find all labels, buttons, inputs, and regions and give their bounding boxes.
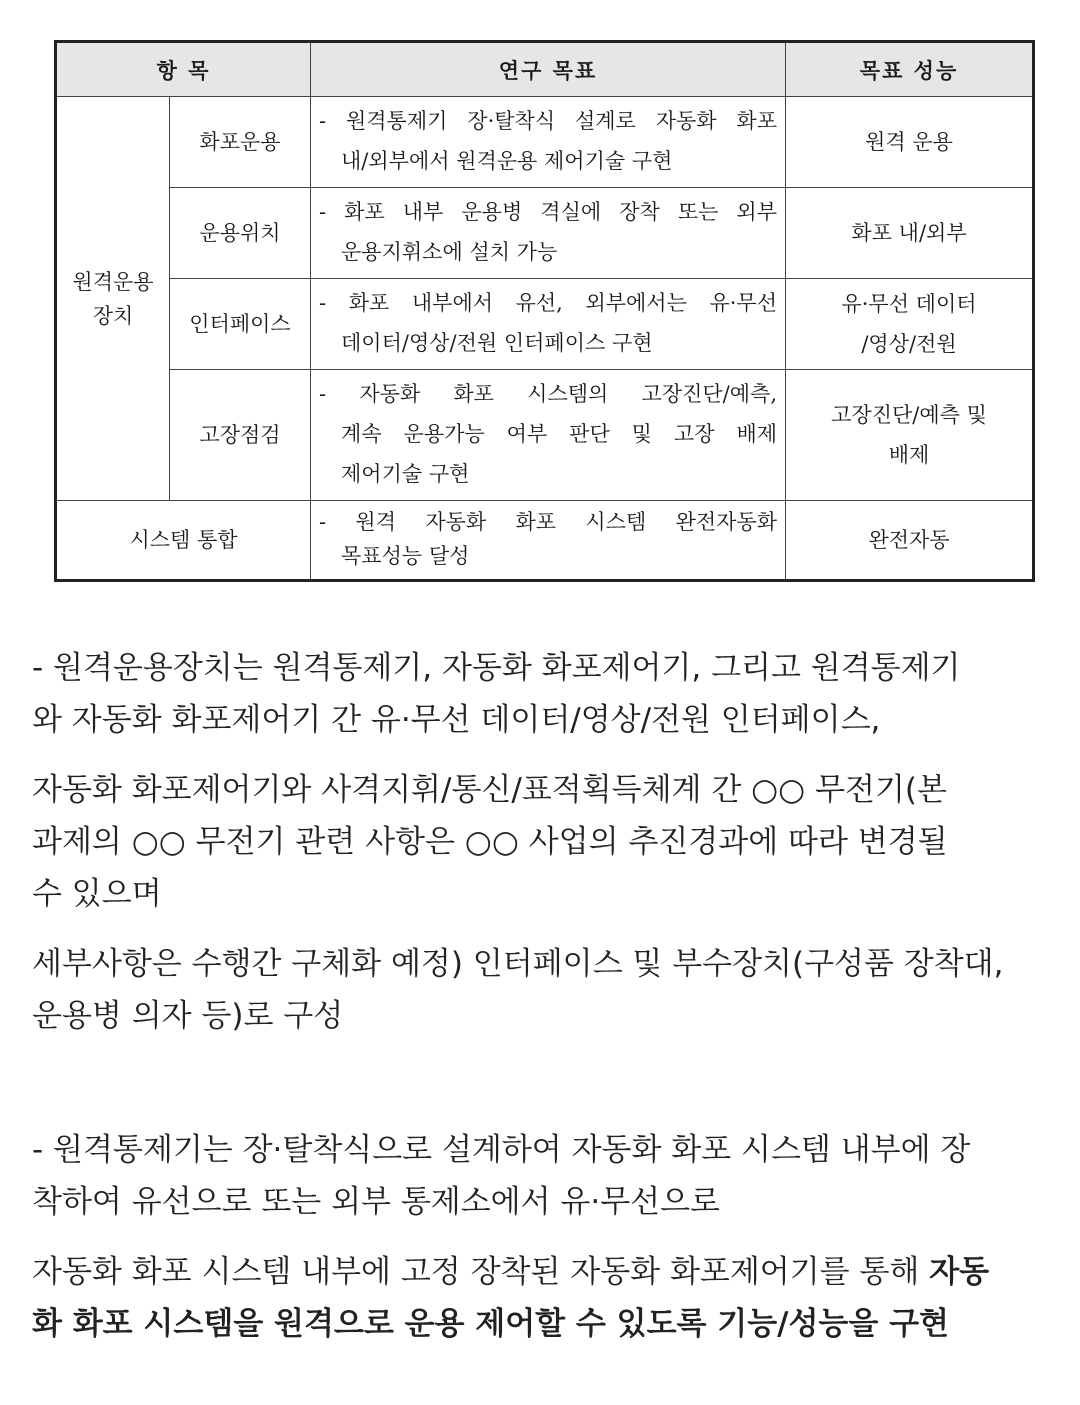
- group-label-line: 장치: [92, 303, 134, 328]
- paragraph-line-bold: 화 화포 시스템을 원격으로 운용 제어할 수 있도록 기능/성능을 구현: [32, 1306, 949, 1342]
- paragraph-line: 세부사항은 수행간 구체화 예정) 인터페이스 및 부수장치(구성품 장착대,: [32, 946, 1004, 982]
- header-goal: 연구 목표: [311, 42, 786, 97]
- group-label-line: 원격운용: [72, 269, 154, 294]
- spec-table-container: [54, 40, 1032, 582]
- paragraph-line: 자동화 화포제어기와 사격지휘/통신/표적획득체계 간 ○○ 무전기(본: [32, 772, 947, 808]
- paragraph-line: 운용병 의자 등)로 구성: [32, 998, 344, 1034]
- perf-cell: [786, 188, 1034, 279]
- paragraph-line: [32, 1246, 1052, 1298]
- group-remote-operation-device: [56, 97, 170, 501]
- paragraph-3: [32, 938, 1052, 1042]
- table-row: [56, 188, 1034, 279]
- paragraph-line: 수 있으며: [32, 876, 162, 912]
- goal-line: 목표성능 달성: [341, 544, 470, 568]
- goal-line: - 원격통제기 장·탈착식 설계로 자동화 화포: [319, 109, 778, 133]
- item-cell-system-integration: 시스템 통합: [56, 501, 311, 581]
- goal-cell: [311, 279, 786, 370]
- header-performance: 목표 성능: [786, 42, 1034, 97]
- table-row: [56, 501, 1034, 581]
- goal-line: - 화포 내부에서 유선, 외부에서는 유·무선: [319, 291, 778, 315]
- goal-cell: [311, 188, 786, 279]
- item-cell: 고장점검: [170, 370, 311, 501]
- paragraph-line: - 원격운용장치는 원격통제기, 자동화 화포제어기, 그리고 원격통제기: [32, 650, 961, 686]
- goal-cell: [311, 370, 786, 501]
- spec-table: [54, 40, 1035, 582]
- paragraph-line: 와 자동화 화포제어기 간 유·무선 데이터/영상/전원 인터페이스,: [32, 702, 881, 738]
- goal-cell: [311, 501, 786, 581]
- goal-line: - 원격 자동화 화포 시스템 완전자동화: [319, 510, 778, 534]
- table-row: [56, 97, 1034, 188]
- perf-line: 유·무선 데이터: [841, 292, 977, 316]
- perf-line: /영상/전원: [861, 332, 957, 356]
- perf-line: 완전자동: [868, 528, 950, 552]
- paragraph-text-bold: 자동: [929, 1254, 990, 1290]
- item-cell: 화포운용: [170, 97, 311, 188]
- goal-line: - 자동화 화포 시스템의 고장진단/예측,: [319, 382, 778, 406]
- goal-line: 제어기술 구현: [341, 462, 470, 486]
- perf-cell: [786, 501, 1034, 581]
- perf-line: 고장진단/예측 및: [831, 403, 987, 427]
- table-header-row: [56, 42, 1034, 97]
- perf-line: 화포 내/외부: [851, 221, 967, 245]
- paragraph-line: 과제의 ○○ 무전기 관련 사항은 ○○ 사업의 추진경과에 따라 변경될: [32, 824, 948, 860]
- paragraph-5: [32, 1246, 1052, 1350]
- paragraph-4: [32, 1124, 1052, 1228]
- paragraph-line: 착하여 유선으로 또는 외부 통제소에서 유·무선으로: [32, 1184, 720, 1220]
- perf-cell: [786, 370, 1034, 501]
- paragraph-1: [32, 642, 1052, 746]
- paragraph-line: - 원격통제기는 장·탈착식으로 설계하여 자동화 화포 시스템 내부에 장: [32, 1132, 971, 1168]
- goal-line: - 화포 내부 운용병 격실에 장착 또는 외부: [319, 200, 778, 224]
- table-row: [56, 370, 1034, 501]
- paragraph-text: 자동화 화포 시스템 내부에 고정 장착된 자동화 화포제어기를 통해: [32, 1254, 930, 1290]
- perf-cell: [786, 279, 1034, 370]
- table-row: [56, 279, 1034, 370]
- perf-line: 배제: [888, 443, 930, 467]
- perf-cell: [786, 97, 1034, 188]
- item-cell: 인터페이스: [170, 279, 311, 370]
- goal-line: 데이터/영상/전원 인터페이스 구현: [341, 331, 653, 355]
- goal-line: 운용지휘소에 설치 가능: [341, 240, 558, 264]
- goal-line: 내/외부에서 원격운용 제어기술 구현: [341, 149, 673, 173]
- paragraph-2: [32, 764, 1052, 920]
- perf-line: 원격 운용: [865, 130, 953, 154]
- goal-line: 계속 운용가능 여부 판단 및 고장 배제: [341, 422, 778, 446]
- goal-cell: [311, 97, 786, 188]
- header-item: 항 목: [56, 42, 311, 97]
- item-cell: 운용위치: [170, 188, 311, 279]
